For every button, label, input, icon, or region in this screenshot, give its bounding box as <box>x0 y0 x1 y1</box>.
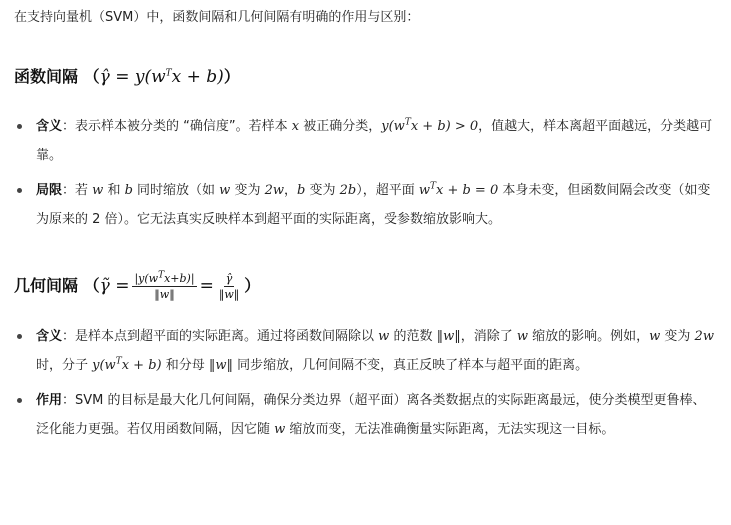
bullet-icon <box>17 398 22 403</box>
fraction-1: $\frac{|y(w^Tx+b)|}{‖w‖}$ <box>134 270 195 301</box>
geometric-margin-title: 几何间隔 <box>14 276 79 295</box>
list-item-meaning: 含义：表示样本被分类的 “确信度”。若样本 x 被正确分类，$y(w^Tx + b) > 0$，值越大，样本离超平面越远，分类越可靠。 <box>14 112 717 170</box>
bullet-icon <box>17 124 22 129</box>
geometric-margin-list <box>14 322 717 450</box>
bullet-icon <box>17 334 22 339</box>
functional-margin-heading: 函数间隔 （γ̂ = $y(w^Tx + b)$） <box>14 67 240 87</box>
bullet-icon <box>17 188 22 193</box>
functional-margin-list <box>14 112 717 240</box>
item-term: 作用 <box>36 393 63 408</box>
intro-text: 在支持向量机（SVM）中，函数间隔和几何间隔有明确的作用与区别： <box>14 10 420 25</box>
item-term: 局限 <box>36 183 63 198</box>
item-term: 含义 <box>36 329 63 344</box>
list-item-limitation: 局限：若 w 和 b 同时缩放（如 w 变为 2w，b 变为 2b），超平面 $w^Tx + b = 0$ 本身未变，但函数间隔会改变（如变为原来的 2 倍）。它无法真实反映样本到超平面的实际距离，受参数缩放影响大。 <box>14 176 717 234</box>
functional-margin-formula: γ̂ = $y(w^Tx + b)$ <box>99 67 224 87</box>
geometric-margin-heading: 几何间隔 （γ̃ = $\frac{|y(w^Tx+b)|}{‖w‖}$ = $\frac{\gammâ}{‖w‖}$ ） <box>14 270 261 301</box>
geometric-margin-formula: γ̃ = $\frac{|y(w^Tx+b)|}{‖w‖}$ = $\frac{\gammâ}{‖w‖}$ <box>99 270 240 301</box>
fraction-2: $\frac{\gammâ}{‖w‖}$ <box>218 272 240 301</box>
list-item-purpose: 作用：SVM 的目标是最大化几何间隔，确保分类边界（超平面）离各类数据点的实际距离最远，使分类模型更鲁棒、泛化能力更强。若仅用函数间隔，因它随 w 缩放而变，无法准确衡量实际距离，无法实现这一目标。 <box>14 386 717 444</box>
list-item-meaning: 含义：是样本点到超平面的实际距离。通过将函数间隔除以 w 的范数 ‖w‖，消除了 w 缩放的影响。例如，w 变为 2w 时，分子 $y(w^Tx + b)$ 和分母 ‖w‖ 同步缩放，几何间隔不变，真正反映了样本与超平面的距离。 <box>14 322 717 380</box>
functional-margin-title: 函数间隔 <box>14 67 79 86</box>
item-term: 含义 <box>36 119 63 134</box>
